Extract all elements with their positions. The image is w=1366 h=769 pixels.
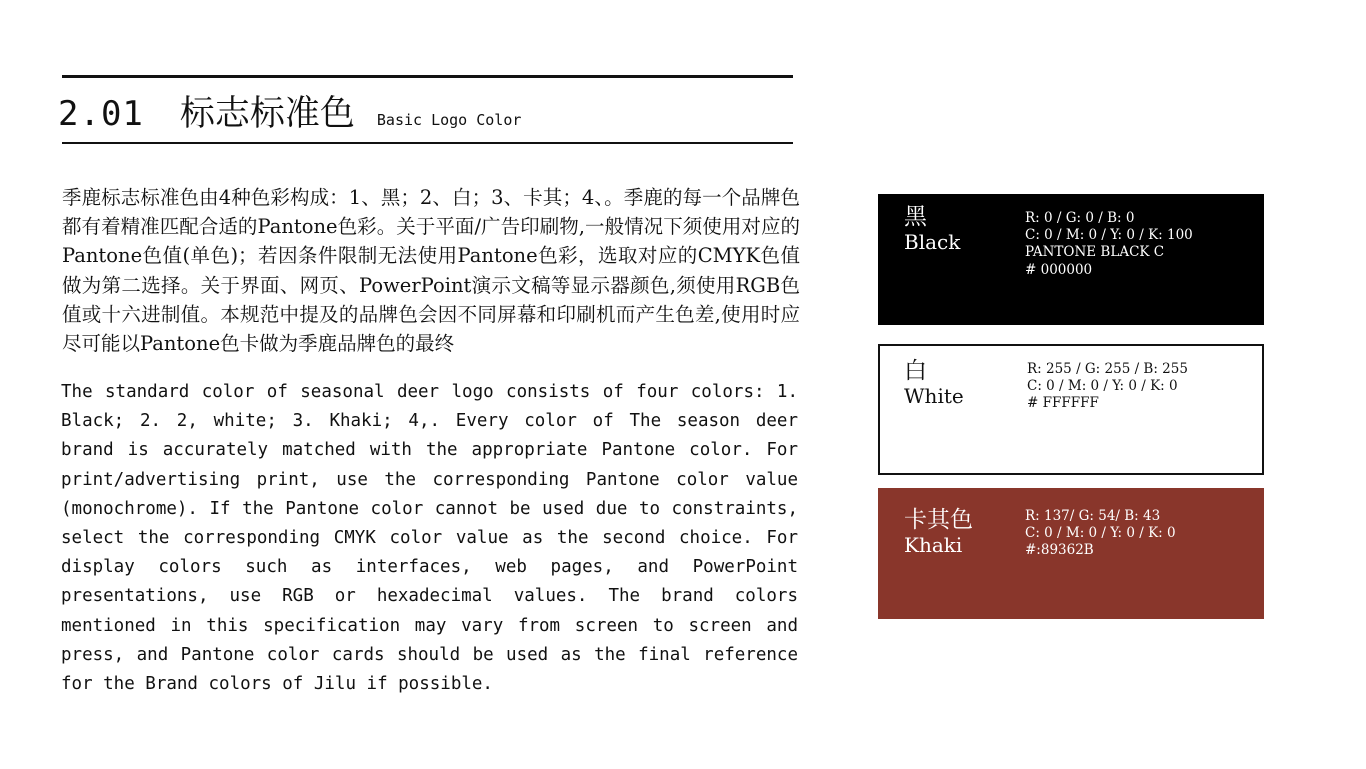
swatch-name-en: Khaki bbox=[904, 533, 963, 557]
description-zh: 季鹿标志标准色由4种色彩构成：1、黑；2、白；3、卡其；4、。季鹿的每一个品牌色都有着精准匹配合适的Pantone色彩。关于平面/广告印刷物,一般情况下须使用对应的Pantone色值(单色)；若因条件限制无法使用Pantone色彩，选取对应的CMYK色值做为第二选择。关于界面、网页、PowerPoint演示文稿等显示器颜色,须使用RGB色值或十六进制值。本规范中提及的品牌色会因不同屏幕和印刷机而产生色差,使用时应尽可能以Pantone色卡做为季鹿品牌色的最终 bbox=[62, 186, 800, 356]
swatch-cmyk: C: 0 / M: 0 / Y: 0 / K: 0 bbox=[1025, 525, 1176, 542]
swatch-name-zh: 黑 bbox=[904, 204, 927, 230]
swatch-specs bbox=[1025, 210, 1193, 279]
page-title-zh: 标志标准色 bbox=[179, 94, 355, 134]
swatch-name bbox=[904, 204, 960, 254]
description-en: The standard color of seasonal deer logo consists of four colors: 1. Black; 2. 2, white; 3. Khaki; 4,. Every color of The season deer brand is accurately matched with the appropriate Pantone color. For print/advertising print, use the corresponding Pantone color value (monochrome). If the Pantone color cannot be used due to constraints, select the corresponding CMYK color value as the second choice. For display colors such as interfaces, web pages, and PowerPoint presentations, use RGB or hexadecimal values. The brand colors mentioned in this specification may vary from screen to screen and press, and Pantone color cards should be used as the final reference for the Brand colors of Jilu if possible. bbox=[61, 382, 798, 695]
page-heading bbox=[58, 86, 521, 136]
swatch-hex: # 000000 bbox=[1025, 261, 1093, 278]
color-swatch-black bbox=[878, 194, 1264, 325]
color-swatch-khaki bbox=[878, 488, 1264, 619]
swatch-specs bbox=[1025, 508, 1176, 560]
swatch-name-en: Black bbox=[904, 230, 961, 254]
swatch-hex: # FFFFFF bbox=[1027, 395, 1099, 412]
swatch-specs bbox=[1027, 361, 1188, 413]
swatch-name bbox=[904, 507, 973, 557]
swatch-rgb: R: 137/ G: 54/ B: 43 bbox=[1025, 508, 1161, 524]
header-bottom-rule bbox=[62, 142, 793, 144]
swatch-cmyk: C: 0 / M: 0 / Y: 0 / K: 100 bbox=[1025, 227, 1193, 244]
color-swatch-white bbox=[878, 344, 1264, 475]
swatch-name bbox=[904, 358, 964, 408]
swatch-pantone: PANTONE BLACK C bbox=[1025, 244, 1165, 261]
swatch-name-zh: 白 bbox=[904, 358, 927, 384]
swatch-name-en: White bbox=[904, 384, 964, 408]
header-top-rule bbox=[62, 75, 793, 78]
swatch-hex: #:89362B bbox=[1025, 542, 1094, 559]
page-title-en: Basic Logo Color bbox=[376, 111, 522, 129]
swatch-rgb: R: 255 / G: 255 / B: 255 bbox=[1027, 361, 1188, 377]
swatch-cmyk: C: 0 / M: 0 / Y: 0 / K: 0 bbox=[1027, 378, 1178, 395]
section-number: 2.01 bbox=[58, 94, 144, 134]
swatch-rgb: R: 0 / G: 0 / B: 0 bbox=[1025, 210, 1135, 226]
swatch-name-zh: 卡其色 bbox=[904, 507, 973, 533]
